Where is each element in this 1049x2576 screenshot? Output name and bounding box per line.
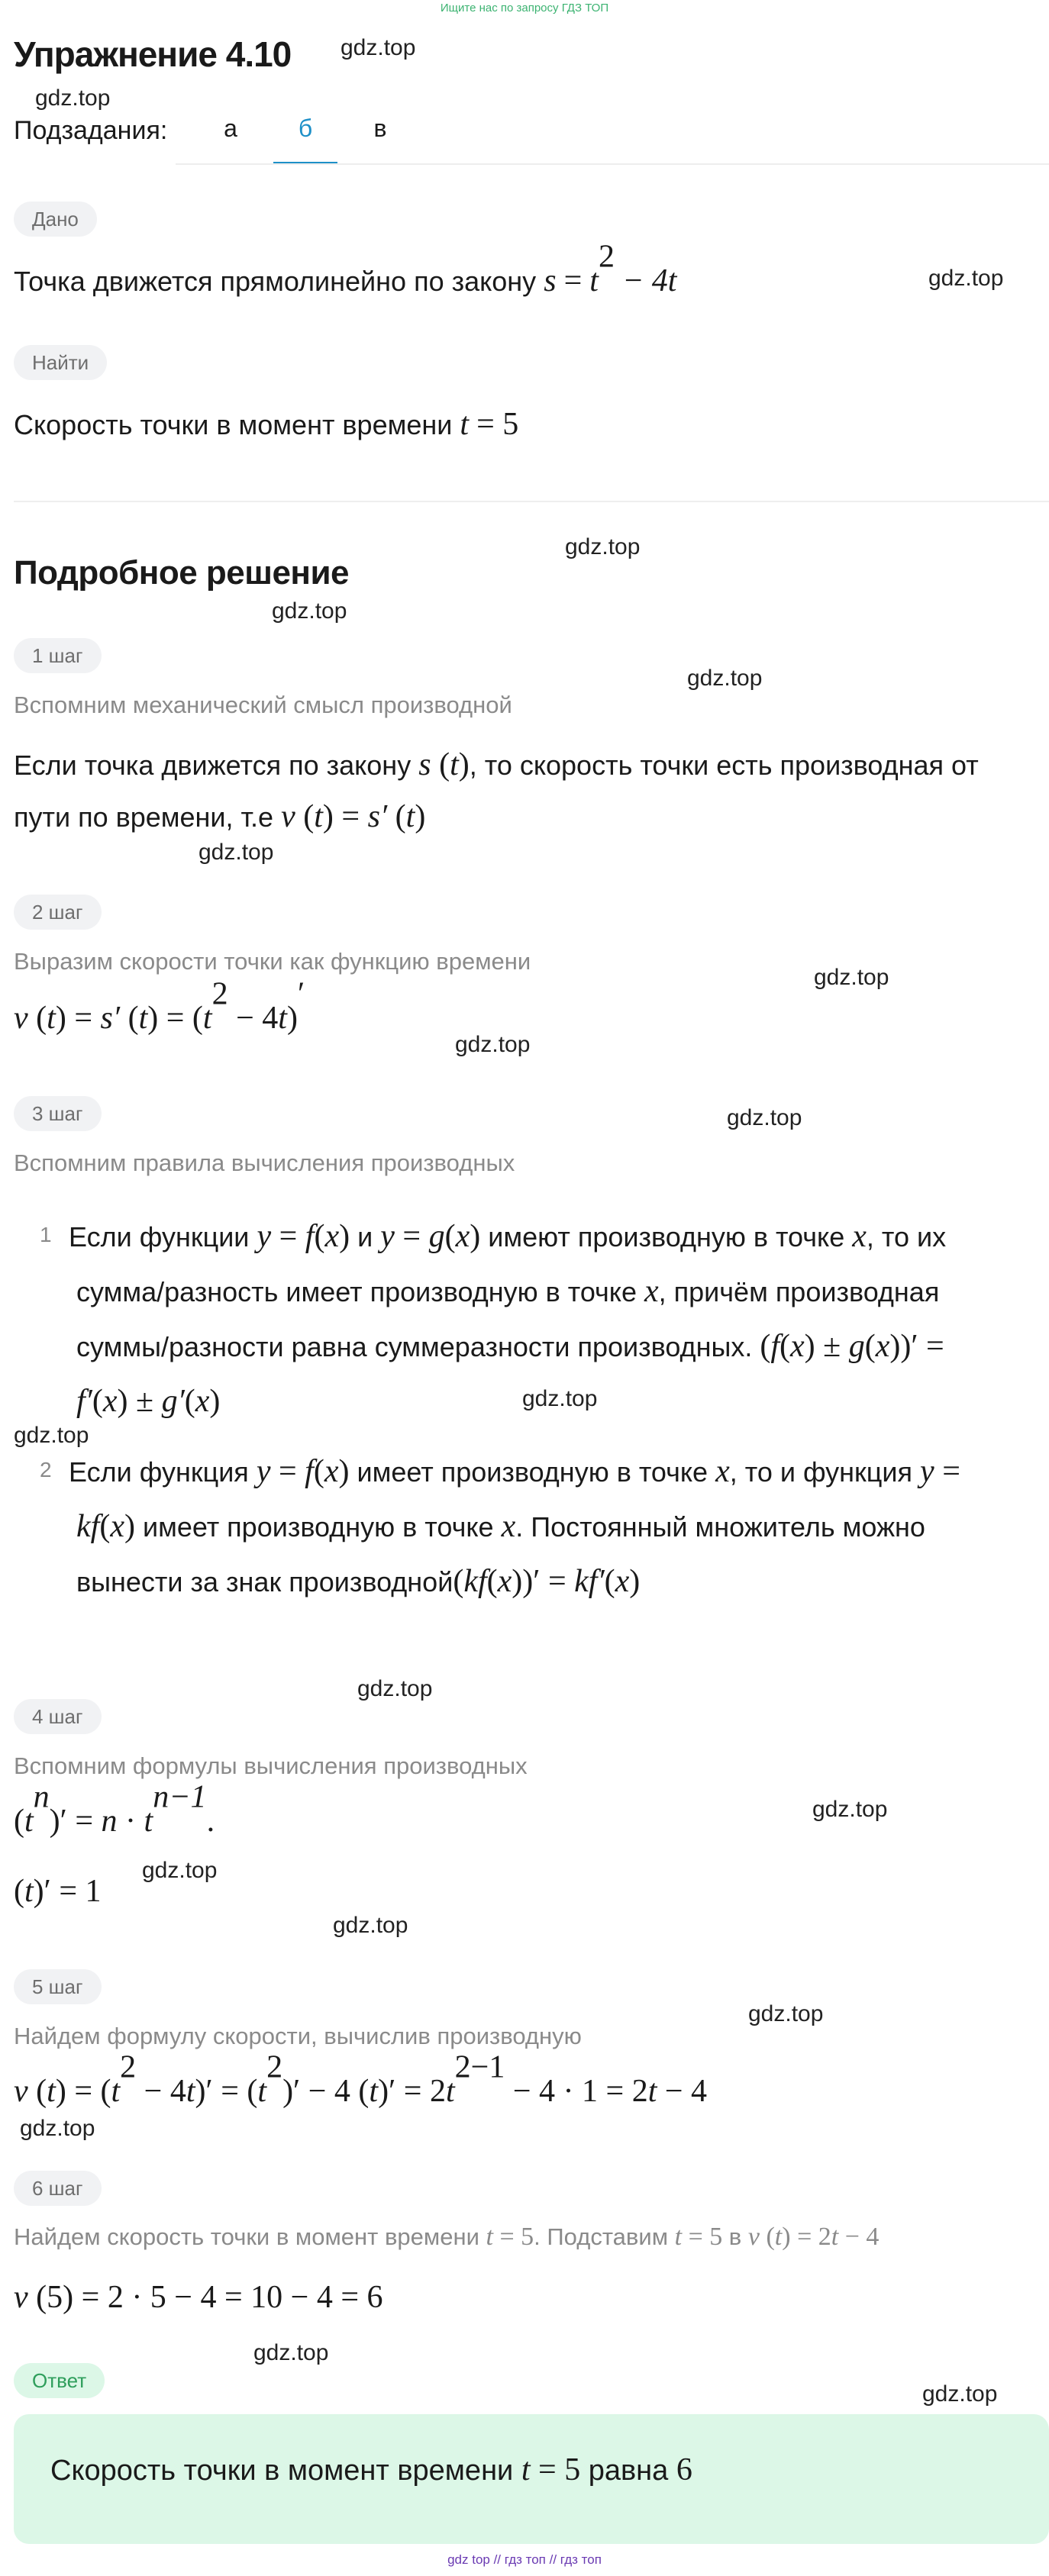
rule-1-line-3: суммы/разности равна суммеразности производных. (f(x) ± g(x))′ = <box>76 1329 944 1364</box>
rule-2-number: 2 <box>40 1458 52 1481</box>
step-4-hint: Вспомним формулы вычисления производных <box>14 1752 528 1779</box>
answer-pill: Ответ <box>14 2363 105 2398</box>
watermark: gdz.top <box>272 598 347 624</box>
watermark: gdz.top <box>748 2001 824 2026</box>
step-3-hint: Вспомним правила вычисления производных <box>14 1149 515 1176</box>
step-5-pill: 5 шаг <box>14 1969 102 2004</box>
watermark: gdz.top <box>20 2116 95 2141</box>
tabs-divider <box>176 163 1049 165</box>
rule-2-line-1: Если функция y = f(x) имеет производную в точке x, то и функция y = <box>69 1454 960 1489</box>
watermark: gdz.top <box>928 266 1004 291</box>
given-pill: Дано <box>14 202 97 237</box>
step-4-formula-2: (t)′ = 1 <box>14 1874 102 1909</box>
step-6-formula: v (5) = 2 · 5 − 4 = 10 − 4 = 6 <box>14 2280 383 2315</box>
tab-a[interactable]: а <box>224 114 237 142</box>
step-2-formula: v (t) = s′ $(t) = (t^2 - 4t)'$ <box>14 976 305 1036</box>
rule-1-line-1: Если функции y = f(x) и y = g(x) имеют производную в точке x, то их <box>69 1219 947 1254</box>
step-3-pill: 3 шаг <box>14 1096 102 1131</box>
footer-links[interactable]: gdz top // гдз топ // гдз топ <box>447 2552 602 2567</box>
find-pill: Найти <box>14 345 107 380</box>
watermark: gdz.top <box>687 666 763 691</box>
step-6-hint: Найдем скорость точки в момент времени t = 5. Подставим t = 5 в v (t) = 2t − 4 <box>14 2223 880 2251</box>
step-4-formula-1: $(t^n)' = n \cdot t^{n-1}$. <box>14 1779 215 1839</box>
watermark: gdz.top <box>142 1858 218 1883</box>
rule-1-line-4: f′(x) ± g′(x) <box>76 1384 221 1419</box>
step-1-hint: Вспомним механический смысл производной <box>14 692 512 718</box>
step-5-formula: v $(t) = (t^2 - 4t)' = (t^2)' - 4$ $(t)' = 2t^{2-1} - 4 \cdot 1 = 2t - 4$ <box>14 2049 708 2109</box>
watermark: gdz.top <box>199 840 274 865</box>
step-1-line-2: пути по времени, т.е v (t) = s′ (t) <box>14 799 426 834</box>
step-5-hint: Найдем формулу скорости, вычислив производную <box>14 2023 582 2049</box>
section-divider <box>14 501 1049 502</box>
watermark: gdz.top <box>727 1105 802 1130</box>
watermark: gdz.top <box>35 85 111 111</box>
watermark: gdz.top <box>341 35 416 60</box>
tab-b[interactable]: б <box>273 114 337 165</box>
step-6-pill: 6 шаг <box>14 2171 102 2206</box>
watermark: gdz.top <box>455 1032 531 1057</box>
rule-1-line-2: сумма/разность имеет производную в точке x, причём производная <box>76 1274 940 1309</box>
rule-2-line-3: вынести за знак производной(kf(x))′ = kf′(x) <box>76 1564 641 1599</box>
step-2-hint: Выразим скорости точки как функцию времени <box>14 948 531 975</box>
step-1-pill: 1 шаг <box>14 638 102 673</box>
watermark: gdz.top <box>814 965 889 990</box>
top-banner: Ищите нас по запросу ГДЗ ТОП <box>440 2 609 15</box>
watermark: gdz.top <box>333 1913 408 1938</box>
subtasks-label: Подзадания: <box>14 116 168 145</box>
step-2-pill: 2 шаг <box>14 895 102 930</box>
watermark: gdz.top <box>522 1386 598 1411</box>
solution-title: Подробное решение <box>14 554 350 592</box>
step-4-pill: 4 шаг <box>14 1699 102 1734</box>
watermark: gdz.top <box>14 1423 89 1448</box>
watermark: gdz.top <box>565 534 641 559</box>
given-text: Точка движется прямолинейно по закону $s = t^2 - 4t$ <box>14 239 677 298</box>
find-text: Скорость точки в момент времени t = 5 <box>14 407 519 442</box>
watermark: gdz.top <box>812 1797 888 1822</box>
rule-1-number: 1 <box>40 1223 52 1246</box>
watermark: gdz.top <box>357 1676 433 1701</box>
rule-2-line-2: kf(x) имеет производную в точке x. Постоянный множитель можно <box>76 1509 925 1544</box>
tab-v[interactable]: в <box>373 114 387 142</box>
answer-text: Скорость точки в момент времени t = 5 равна 6 <box>50 2452 692 2487</box>
watermark: gdz.top <box>922 2381 998 2407</box>
page-title: Упражнение 4.10 <box>14 34 292 74</box>
watermark: gdz.top <box>253 2340 329 2365</box>
step-1-line-1: Если точка движется по закону s (t), то скорость точки есть производная от <box>14 747 979 782</box>
